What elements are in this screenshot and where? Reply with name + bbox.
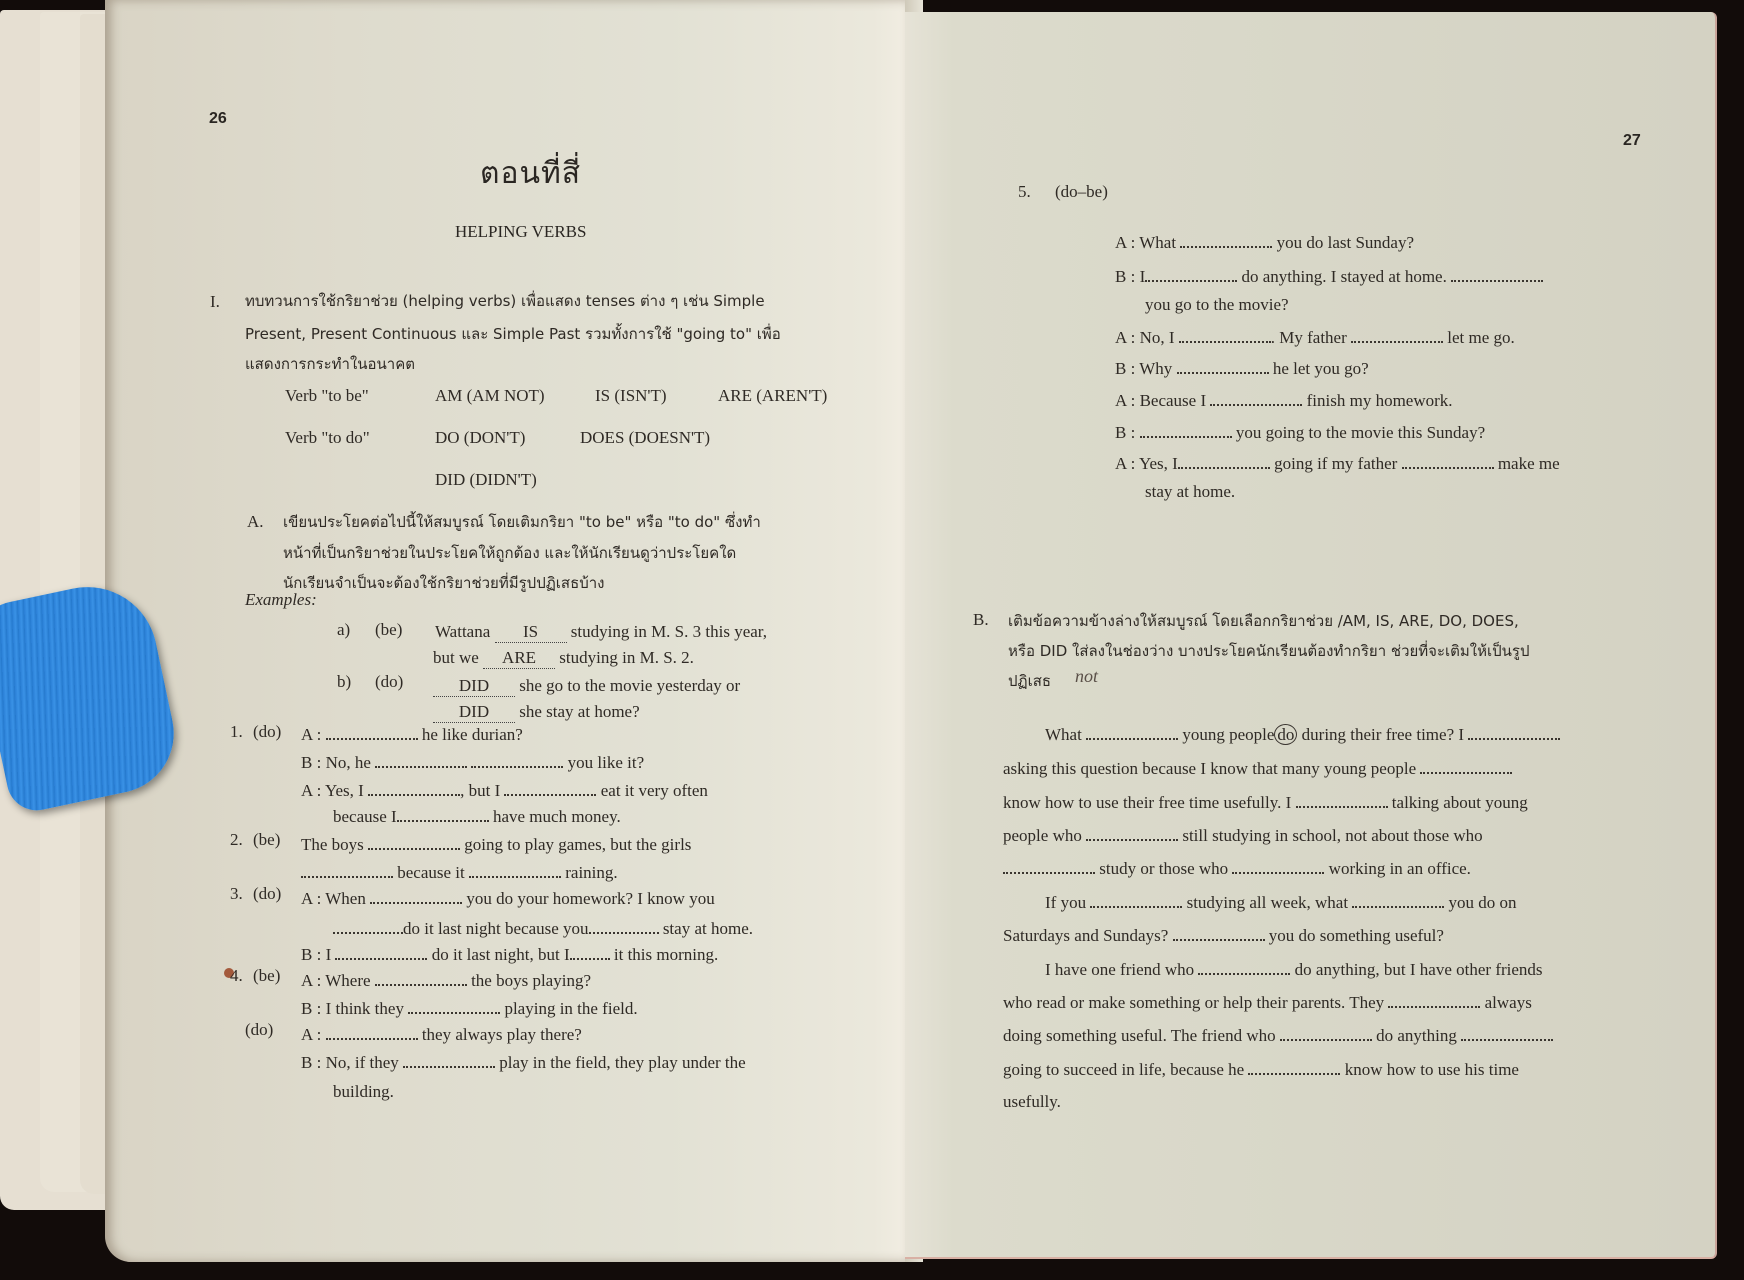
answer-blank[interactable] [1451,266,1543,282]
answer-blank[interactable] [1180,232,1272,248]
verb-form: IS (ISN'T) [595,386,667,405]
answer-blank[interactable] [1086,724,1178,740]
answer-blank[interactable] [1280,1025,1372,1041]
exercise-line: A : What you do last Sunday? [1115,233,1414,252]
exercise-line: A : they always play there? [301,1025,582,1044]
exercise-line: because it raining. [301,862,618,883]
paragraph-line: asking this question because I know that many young people [1003,758,1512,779]
paragraph-line: people who still studying in school, not about those who [1003,826,1483,845]
answer-blank[interactable] [368,780,460,796]
answer-blank[interactable] [301,862,393,878]
section-title: HELPING VERBS [455,222,587,241]
answer-blank[interactable] [469,862,561,878]
answer-blank[interactable] [1248,1059,1340,1075]
answer-blank[interactable] [1232,858,1324,874]
instruction-line: เขียนประโยคต่อไปนี้ให้สมบูรณ์ โดยเติมกริยา "to be" หรือ "to do" ซึ่งทำ [283,513,761,531]
exercise-line: because I have much money. [333,807,621,826]
chapter-title: ตอนที่สี่ [480,156,582,191]
example-verb: (be) [375,620,403,639]
exercise-line: building. [333,1082,394,1101]
answer-blank[interactable] [1296,792,1388,808]
answer: DID [433,702,515,723]
answer-blank[interactable] [403,1052,495,1068]
page-number: 26 [209,110,227,127]
part-label: I. [210,292,220,311]
exercise-line: A : No, I . My father let me go. [1115,328,1515,347]
answer-blank[interactable] [1177,358,1269,374]
exercise-number: 3. [230,884,243,903]
example-sentence: but we ARE studying in M. S. 2. [433,648,694,667]
verb-form: DO (DON'T) [435,428,526,447]
right-page [905,12,1717,1259]
examples-label: Examples: [245,590,317,609]
example-label: a) [337,620,351,639]
answer: DID [433,676,515,697]
exercise-verb: (do) [253,722,282,741]
example-verb: (do) [375,672,404,691]
answer-blank[interactable] [370,888,462,904]
verb-form: ARE (AREN'T) [718,386,828,405]
verb-form: DID (DIDN'T) [435,470,537,489]
example-sentence: DID she stay at home? [433,702,640,723]
answer-blank[interactable] [589,918,659,934]
exercise-number: 1. [230,722,243,741]
answer-blank[interactable] [1140,422,1232,438]
instruction-line: นักเรียนจำเป็นจะต้องใช้กริยาช่วยที่มีรูปปฏิเสธบ้าง [283,574,605,592]
example-sentence: DID she go to the movie yesterday or [433,676,740,697]
answer-blank[interactable] [1352,892,1444,908]
paragraph-line: If you studying all week, what you do on [1045,893,1517,912]
exercise-line: A : Yes, I going if my father make me [1115,454,1560,473]
paragraph-line: doing something useful. The friend who do anything [1003,1025,1553,1046]
left-page [105,0,905,1262]
paragraph-line: going to succeed in life, because he know how to use his time [1003,1060,1519,1079]
exercise-number: 5. [1018,182,1031,201]
answer-blank[interactable] [504,780,596,796]
exercise-line: B : Why he let you go? [1115,359,1369,378]
answer-blank[interactable] [1086,825,1178,841]
verb-form: DOES (DOESN'T) [580,428,711,447]
exercise-line: A : he like durian? [301,725,523,744]
exercise-line: B : No, he you like it? [301,753,645,772]
circled-word: do [1274,724,1297,745]
paragraph-line: study or those who working in an office. [1003,858,1471,879]
answer-blank[interactable] [333,918,403,934]
answer-blank[interactable] [1173,925,1265,941]
answer-blank[interactable] [1198,959,1290,975]
answer-blank[interactable] [1003,858,1095,874]
answer-blank[interactable] [1461,1025,1553,1041]
exercise-verb: (be) [253,830,281,849]
answer-blank[interactable] [397,806,489,822]
answer-blank[interactable] [1210,390,1302,406]
answer-blank[interactable] [1351,327,1443,343]
paragraph-line: I have one friend who do anything, but I have other friends [1045,960,1543,979]
answer-blank[interactable] [1178,453,1270,469]
exercise-verb: (be) [253,966,281,985]
exercise-line: do it last night because you stay at home. [333,918,753,939]
exercise-line: B : I think they playing in the field. [301,999,638,1018]
exercise-line: B : I do anything. I stayed at home. [1115,266,1543,287]
answer-blank[interactable] [570,944,610,960]
example-sentence: Wattana IS studying in M. S. 3 this year, [435,622,768,641]
answer-blank[interactable] [375,970,467,986]
instruction-line: Present, Present Continuous และ Simple Past รวมทั้งการใช้ "going to" เพื่อ [245,325,781,343]
exercise-line: B : you going to the movie this Sunday? [1115,423,1486,442]
example-label: b) [337,672,352,691]
exercise-line: A : Yes, I , but I eat it very often [301,781,708,800]
page-number: 27 [1623,132,1641,149]
paragraph-line: usefully. [1003,1092,1061,1111]
part-label: A. [247,512,264,531]
answer-blank[interactable] [335,944,427,960]
answer-blank[interactable] [326,1024,418,1040]
exercise-line: A : When you do your homework? I know you [301,889,715,908]
instruction-line: เติมข้อความข้างล่างให้สมบูรณ์ โดยเลือกกริยาช่วย /AM, IS, ARE, DO, DOES, [1008,612,1519,630]
verb-label: Verb "to do" [285,428,370,447]
instruction-line: หรือ DID ใส่ลงในช่องว่าง บางประโยคนักเรียนต้องทำกริยา ช่วยที่จะเติมให้เป็นรูป [1008,642,1530,660]
paragraph-line: What young people do during their free time? I [1045,724,1560,745]
exercise-line: B : No, if they play in the field, they play under the [301,1053,746,1072]
answer-blank[interactable] [1090,892,1182,908]
part-label: B. [973,610,989,629]
instruction-line: แสดงการกระทำในอนาคต [245,355,415,373]
handwritten-note: not [1075,666,1099,686]
instruction-line: หน้าที่เป็นกริยาช่วยในประโยคให้ถูกต้อง และให้นักเรียนดูว่าประโยคใด [283,544,737,562]
answer: ARE [483,648,555,669]
answer-blank[interactable] [368,834,460,850]
paragraph-line: know how to use their free time usefully. I talking about young [1003,793,1528,812]
instruction-line: ทบทวนการใช้กริยาช่วย (helping verbs) เพื่อแสดง tenses ต่าง ๆ เช่น Simple [245,292,765,310]
exercise-number: 2. [230,830,243,849]
answer-blank[interactable] [1402,453,1494,469]
answer-blank[interactable] [326,724,418,740]
exercise-verb: (do) [245,1020,274,1039]
answer-blank[interactable] [408,998,500,1014]
answer: IS [495,622,567,643]
answer-blank[interactable] [1145,266,1237,282]
verb-label: Verb "to be" [285,386,369,405]
exercise-verb: (do–be) [1055,182,1108,201]
exercise-line: you go to the movie? [1145,295,1289,314]
answer-blank[interactable] [375,752,467,768]
answer-blank[interactable] [1179,327,1271,343]
answer-blank[interactable] [471,752,563,768]
answer-blank[interactable] [1388,992,1480,1008]
exercise-line: A : Because I finish my homework. [1115,391,1453,410]
answer-blank[interactable] [1468,724,1560,740]
exercise-line: A : Where the boys playing? [301,971,591,990]
exercise-line: B : I do it last night, but I it this morning. [301,945,719,964]
verb-form: AM (AM NOT) [435,386,545,405]
paragraph-line: who read or make something or help their parents. They always [1003,993,1532,1012]
paragraph-line: Saturdays and Sundays? you do something useful? [1003,926,1444,945]
exercise-line: stay at home. [1145,482,1236,501]
exercise-number: 4. [230,966,243,985]
exercise-line: The boys going to play games, but the girls [301,835,692,854]
answer-blank[interactable] [1420,758,1512,774]
instruction-line: ปฏิเสธ [1008,672,1052,690]
exercise-verb: (do) [253,884,282,903]
